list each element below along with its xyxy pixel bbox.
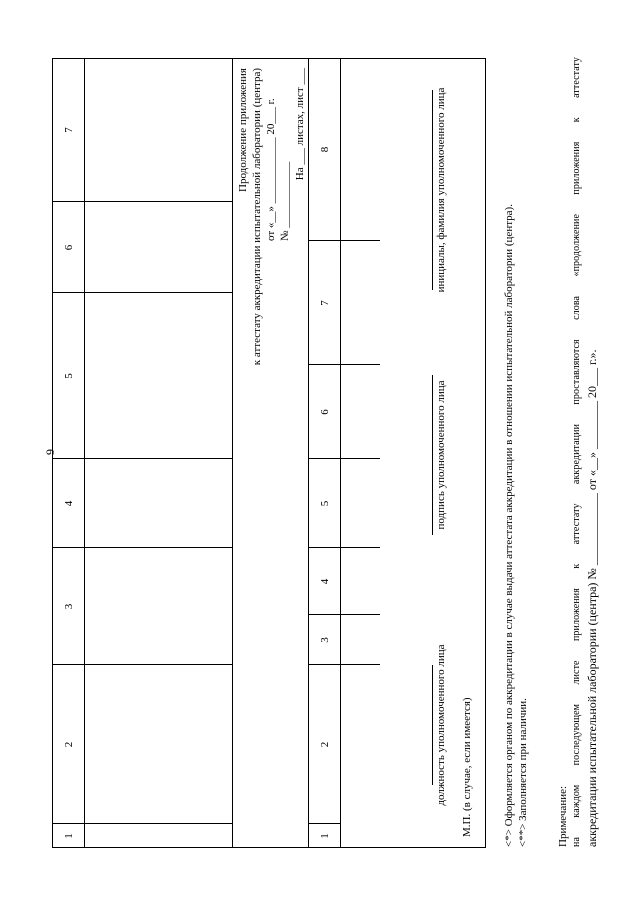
lower-col-line: [340, 614, 380, 615]
lower-col-line: [340, 664, 380, 665]
lower-col-header: 3: [319, 637, 331, 643]
position-signature-line: [432, 665, 433, 785]
upper-col-line: [52, 458, 232, 459]
header-date: от «__» ____________ 20___ г.: [265, 98, 277, 241]
lower-col-header: 2: [319, 741, 331, 748]
lower-header-line: [340, 58, 341, 848]
name-label: инициалы, фамилия уполномоченного лица: [435, 87, 447, 293]
upper-col-line: [52, 823, 232, 824]
lower-table-top: [308, 58, 309, 848]
footnote-1: <*> Оформляется органом по аккредитации в случае выдачи аттестата аккредитации в отношении испытательной лаборатории (центра).: [503, 204, 515, 847]
upper-col-header: 3: [63, 603, 75, 610]
header-subtitle: к аттестату аккредитации испытательной лаборатории (центра): [251, 68, 263, 366]
upper-col-header: 5: [63, 373, 75, 379]
lower-col-line: [340, 547, 380, 548]
remark-line-1: на каждом последующем листе приложения к аттестату аккредитации проставляются слова «продолжение приложения к аттестату: [571, 57, 582, 847]
signature-label: подпись уполномоченного лица: [435, 380, 447, 530]
upper-col-line: [52, 664, 232, 665]
header-sheets: На ___ листах, лист ___: [294, 68, 306, 181]
upper-header-line: [84, 58, 85, 848]
upper-col-line: [52, 547, 232, 548]
header-number: № ____________: [279, 161, 291, 241]
signature-line: [432, 375, 433, 535]
header-title: Продолжение приложения: [237, 68, 249, 192]
name-signature-line: [432, 90, 433, 290]
lower-col-header: 4: [319, 578, 331, 585]
lower-col-header: 1: [319, 833, 331, 839]
page-number: 9: [43, 449, 57, 455]
lower-col-header: 5: [319, 500, 331, 507]
lower-col-line: [340, 240, 380, 241]
lower-col-header: 6: [319, 409, 331, 415]
stamp-label: М.П. (в случае, если имеется): [461, 697, 473, 837]
upper-col-header: 4: [63, 500, 75, 507]
upper-col-header: 1: [63, 833, 75, 839]
lower-col-line: [340, 458, 380, 459]
position-label: должность уполномоченного лица: [435, 644, 447, 806]
lower-col-header: 8: [319, 146, 331, 153]
footnote-2: <**> Заполняется при наличии.: [517, 698, 529, 847]
upper-col-header: 7: [63, 127, 75, 133]
lower-col-line: [340, 364, 380, 365]
upper-col-line: [52, 201, 232, 202]
upper-table-bottom: [232, 58, 233, 848]
remark-title: Примечание:: [557, 785, 569, 847]
remark-line-2: аккредитации испытательной лаборатории (центра) № ____________ от «__» ________ 20___ г.».: [585, 349, 599, 847]
lower-col-header: 7: [319, 300, 331, 306]
upper-col-line: [52, 292, 232, 293]
upper-col-header: 2: [63, 741, 75, 748]
upper-col-header: 6: [63, 244, 75, 251]
